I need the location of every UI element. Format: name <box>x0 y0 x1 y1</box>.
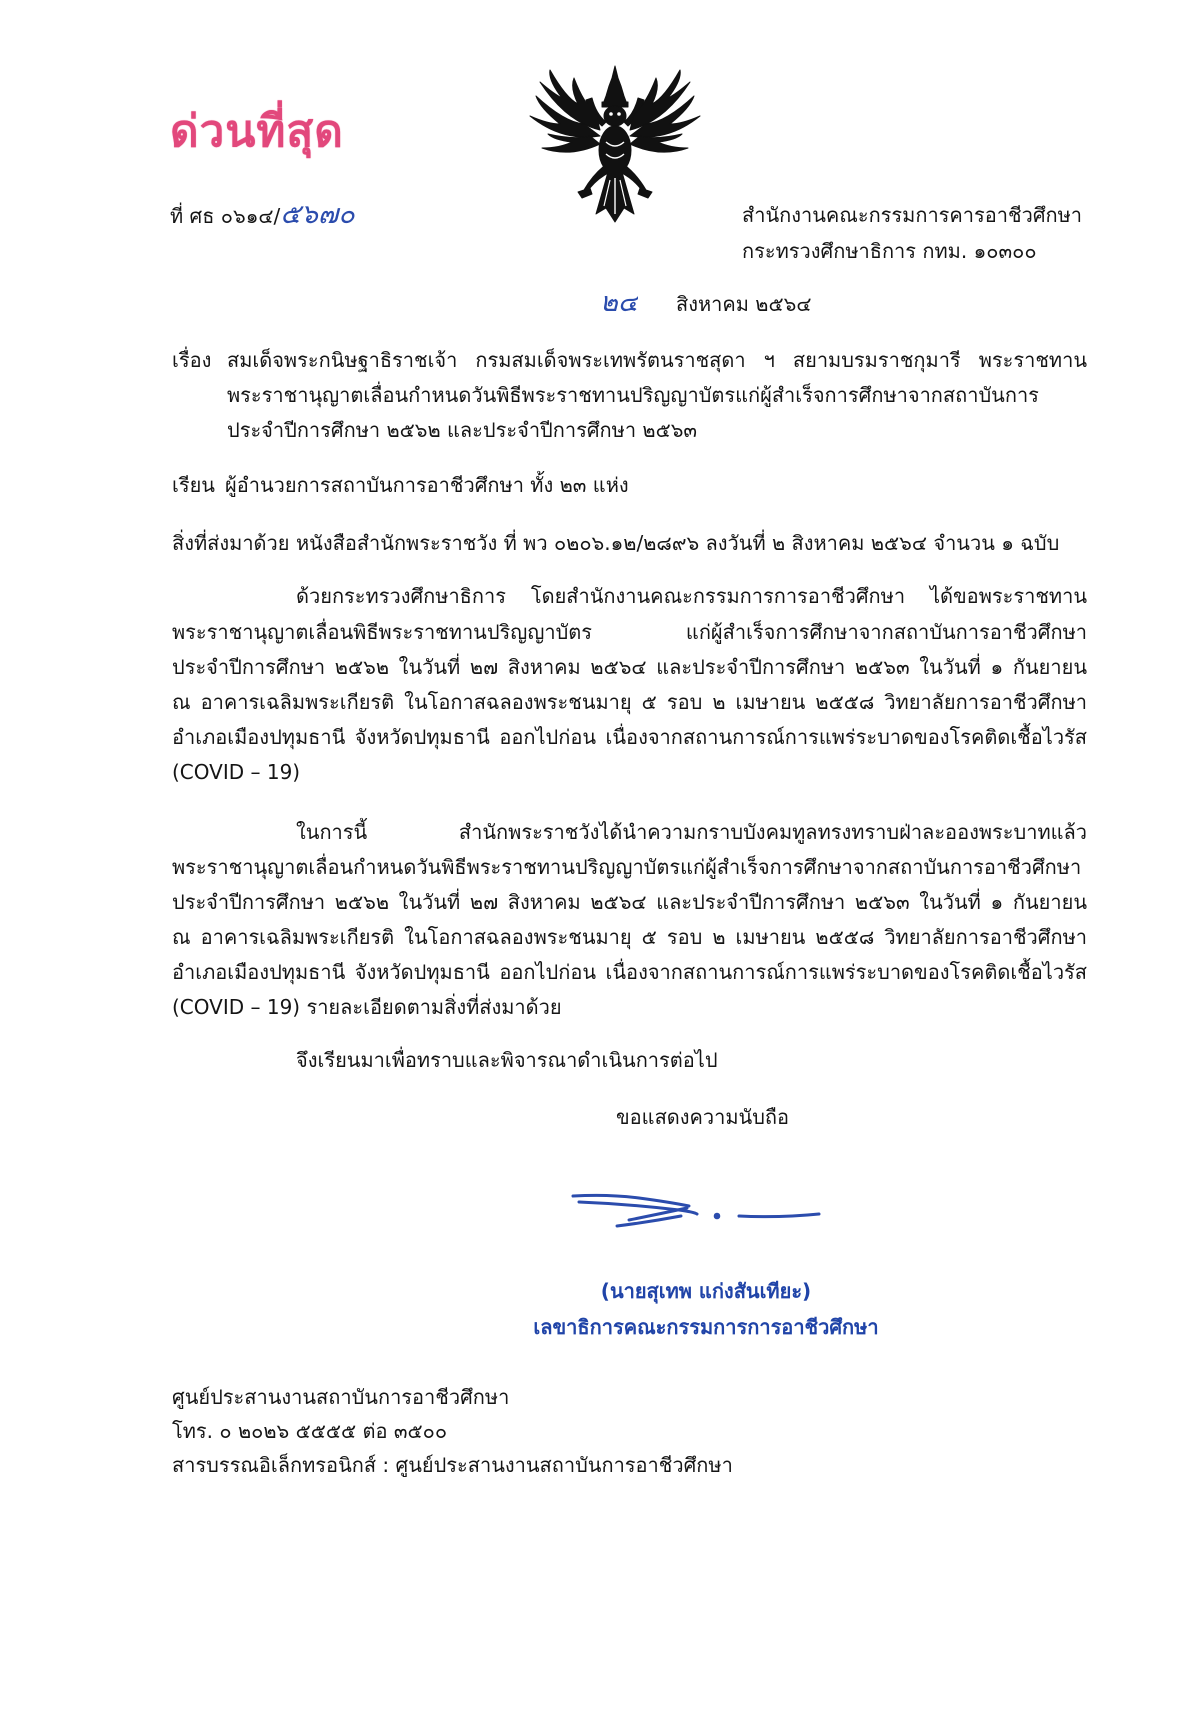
reference-number <box>170 198 355 232</box>
enclosure-label: สิ่งที่ส่งมาด้วย <box>172 531 290 555</box>
footer-phone: โทร. ๐ ๒๐๒๖ ๕๕๕๕ ต่อ ๓๕๐๐ <box>172 1419 448 1443</box>
paragraph-2-line: อำเภอเมืองปทุมธานี จังหวัดปทุมธานี ออกไปก่อน เนื่องจากสถานการณ์การแพร่ระบาดของโรคติดเชื้อไวรัส <box>172 960 1087 984</box>
subject-line: สมเด็จพระกนิษฐาธิราชเจ้า กรมสมเด็จพระเทพรัตนราชสุดา ฯ สยามบรมราชกุมารี พระราชทาน <box>227 348 1087 372</box>
date-day <box>600 286 638 324</box>
enclosure-text: หนังสือสำนักพระราชวัง ที่ พว ๐๒๐๖.๑๒/๒๘๙๖ ลงวันที่ ๒ สิงหาคม ๒๕๖๔ จำนวน ๑ ฉบับ <box>296 531 1060 555</box>
addressee-label: เรียน <box>172 473 215 497</box>
paragraph-1-line: ณ อาคารเฉลิมพระเกียรติ ในโอกาสฉลองพระชนมายุ ๕ รอบ ๒ เมษายน ๒๕๕๘ วิทยาลัยการอาชีวศึกษา <box>172 690 1087 714</box>
paragraph-1-line: อำเภอเมืองปทุมธานี จังหวัดปทุมธานี ออกไปก่อน เนื่องจากสถานการณ์การแพร่ระบาดของโรคติดเชื้อไวรัส <box>172 725 1087 749</box>
subject-line: พระราชานุญาตเลื่อนกำหนดวันพิธีพระราชทานปริญญาบัตรแก่ผู้สำเร็จการศึกษาจากสถาบันการ <box>227 383 1039 407</box>
paragraph-2-line: (COVID – 19) รายละเอียดตามสิ่งที่ส่งมาด้วย <box>172 995 562 1019</box>
footer-e-document: สารบรรณอิเล็กทรอนิกส์ : ศูนย์ประสานงานสถาบันการอาชีวศึกษา <box>172 1453 733 1477</box>
signer-title: เลขาธิการคณะกรรมการการอาชีวศึกษา <box>533 1315 879 1339</box>
signer-name: (นายสุเทพ แก่งสันเทียะ) <box>600 1279 812 1303</box>
paragraph-2-line: ในการนี้ สำนักพระราชวังได้นำความกราบบังคมทูลทรงทราบฝ่าละอองพระบาทแล้ว <box>296 820 1087 844</box>
subject-line: ประจำปีการศึกษา ๒๕๖๒ และประจำปีการศึกษา ๒๕๖๓ <box>227 418 698 442</box>
date-day-handwritten: ๒๔ <box>600 287 639 318</box>
reference-prefix: ที่ ศธ ๐๖๑๔/ <box>170 204 281 228</box>
paragraph-1-line: ด้วยกระทรวงศึกษาธิการ โดยสำนักงานคณะกรรมการการอาชีวศึกษา ได้ขอพระราชทาน <box>296 584 1087 608</box>
paragraph-2-line: ณ อาคารเฉลิมพระเกียรติ ในโอกาสฉลองพระชนมายุ ๕ รอบ ๒ เมษายน ๒๕๕๘ วิทยาลัยการอาชีวศึกษา <box>172 925 1087 949</box>
paragraph-1-line: (COVID – 19) <box>172 760 301 784</box>
date-month-year: สิงหาคม ๒๕๖๔ <box>676 292 812 316</box>
garuda-emblem <box>526 64 704 226</box>
subject-label: เรื่อง <box>172 348 212 372</box>
urgency-stamp: ด่วนที่สุด <box>170 106 344 157</box>
office-name: สำนักงานคณะกรรมการคารอาชีวศึกษา <box>742 203 1083 227</box>
office-address: กระทรวงศึกษาธิการ กทม. ๑๐๓๐๐ <box>742 239 1037 263</box>
addressee-text: ผู้อำนวยการสถาบันการอาชีวศึกษา ทั้ง ๒๓ แห่ง <box>225 473 629 497</box>
salutation: ขอแสดงความนับถือ <box>616 1105 790 1129</box>
closing-request: จึงเรียนมาเพื่อทราบและพิจารณาดำเนินการต่อไป <box>296 1048 718 1072</box>
footer-department: ศูนย์ประสานงานสถาบันการอาชีวศึกษา <box>172 1385 510 1409</box>
paragraph-2-line: พระราชานุญาตเลื่อนกำหนดวันพิธีพระราชทานปริญญาบัตรแก่ผู้สำเร็จการศึกษาจากสถาบันการอาชีวศึกษา <box>172 855 1082 879</box>
paragraph-1-line: ประจำปีการศึกษา ๒๕๖๒ ในวันที่ ๒๗ สิงหาคม ๒๕๖๔ และประจำปีการศึกษา ๒๕๖๓ ในวันที่ ๑ กันยายน <box>172 655 1087 679</box>
reference-handwritten: ๕๖๗๐ <box>280 199 355 230</box>
paragraph-1-line: พระราชานุญาตเลื่อนพิธีพระราชทานปริญญาบัตร แก่ผู้สำเร็จการศึกษาจากสถาบันการอาชีวศึกษา <box>172 620 1087 644</box>
signature <box>569 1186 825 1236</box>
paragraph-2-line: ประจำปีการศึกษา ๒๕๖๒ ในวันที่ ๒๗ สิงหาคม ๒๕๖๔ และประจำปีการศึกษา ๒๕๖๓ ในวันที่ ๑ กันยายน <box>172 890 1087 914</box>
